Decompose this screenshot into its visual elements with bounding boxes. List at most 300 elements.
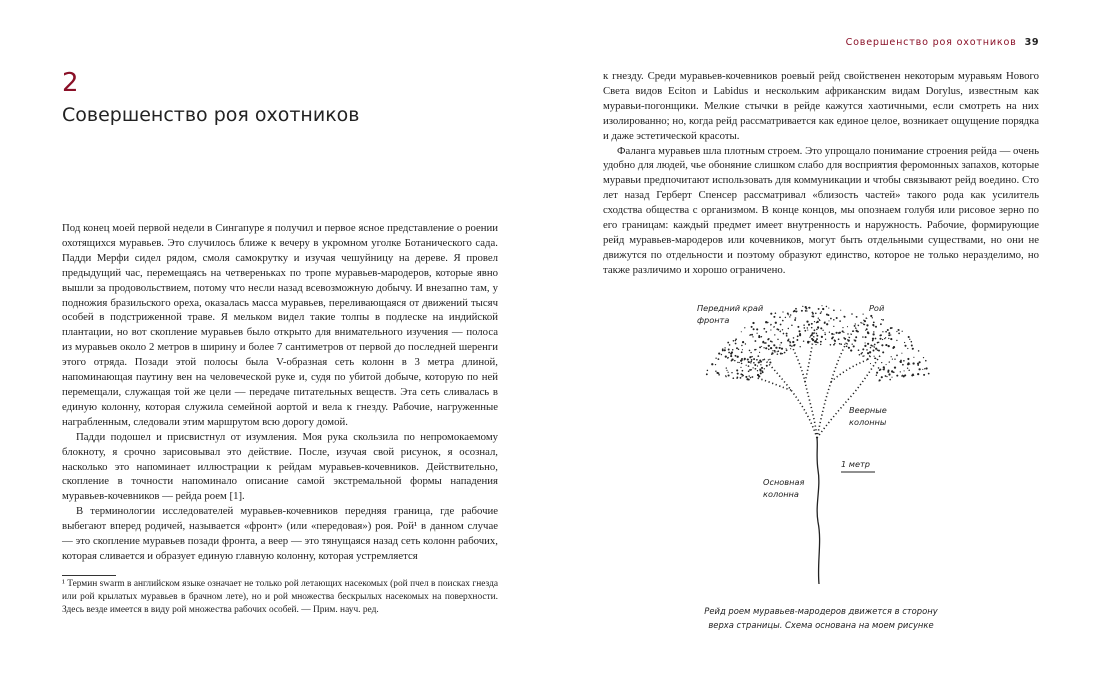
swarm-dot <box>904 342 905 343</box>
swarm-dot <box>750 362 751 363</box>
swarm-dot <box>777 353 779 355</box>
swarm-dot <box>761 346 762 347</box>
swarm-dot <box>789 341 791 343</box>
swarm-dot <box>736 377 737 378</box>
raid-diagram <box>691 292 951 592</box>
swarm-dot <box>779 316 781 318</box>
figure-caption <box>603 604 1039 632</box>
swarm-dot <box>718 374 720 376</box>
swarm-dot <box>864 320 866 322</box>
swarm-dot <box>866 349 868 351</box>
swarm-dot <box>863 314 864 315</box>
swarm-dot <box>908 362 910 364</box>
swarm-dot <box>918 368 920 370</box>
swarm-dot <box>805 308 807 310</box>
swarm-dot <box>730 353 732 355</box>
swarm-dot <box>854 340 856 342</box>
fan-column-line <box>757 378 791 390</box>
swarm-dot <box>777 351 778 352</box>
swarm-dot <box>808 324 810 326</box>
swarm-dot <box>818 308 820 310</box>
swarm-dot <box>739 362 740 363</box>
swarm-dot <box>833 309 835 311</box>
swarm-dot <box>855 323 856 324</box>
swarm-dot <box>785 317 786 318</box>
swarm-dot <box>773 344 775 346</box>
swarm-dot <box>742 341 744 343</box>
swarm-dot <box>820 341 822 343</box>
swarm-dot <box>768 345 770 347</box>
swarm-dot <box>831 333 833 335</box>
swarm-dot <box>907 348 908 349</box>
swarm-dot <box>763 328 765 330</box>
swarm-dot <box>731 360 733 362</box>
swarm-dot <box>759 359 761 361</box>
swarm-dot <box>731 372 732 373</box>
running-head <box>846 37 1039 48</box>
swarm-dot <box>795 308 797 310</box>
swarm-dot <box>772 350 773 351</box>
swarm-dot <box>814 341 816 343</box>
swarm-dot <box>913 357 914 358</box>
swarm-dot <box>881 376 883 378</box>
swarm-dot <box>847 343 848 344</box>
swarm-dot <box>866 328 868 330</box>
swarm-dot <box>726 367 727 368</box>
swarm-dot <box>900 361 902 363</box>
swarm-dot <box>843 316 844 317</box>
swarm-dot <box>879 338 881 340</box>
swarm-dot <box>873 350 875 352</box>
swarm-dot <box>865 342 866 343</box>
swarm-dot <box>882 339 883 340</box>
swarm-dot <box>890 327 892 329</box>
swarm-dot <box>830 344 832 346</box>
swarm-dot <box>820 312 822 314</box>
swarm-dot <box>755 349 756 350</box>
swarm-dot <box>826 306 827 307</box>
swarm-dot <box>794 344 796 346</box>
main-column-line <box>817 438 820 584</box>
swarm-dot <box>711 363 713 365</box>
swarm-dot <box>756 328 758 330</box>
swarm-dot <box>833 319 835 321</box>
swarm-dot <box>802 306 803 307</box>
swarm-dot <box>741 331 742 332</box>
footnote: ¹ Термин swarm в английском языке означает не только рой летающих насекомых (рой пчел в поисках гнезда или рой крылатых муравьев в брачном лете), но и рой множества бескрылых насекомых на поверхности. Здесь везде имеется в виду рой множества рабочих особей. — Прим. науч. ред. <box>62 579 498 615</box>
swarm-dot <box>911 345 913 347</box>
swarm-dot <box>926 367 928 369</box>
swarm-dot <box>758 361 760 363</box>
swarm-dot <box>779 344 780 345</box>
swarm-dot <box>787 313 789 315</box>
swarm-dot <box>758 336 760 338</box>
swarm-dot <box>752 336 753 337</box>
swarm-dot <box>864 324 866 326</box>
swarm-dot <box>789 344 791 346</box>
swarm-dot <box>774 350 776 352</box>
swarm-dot <box>814 321 815 322</box>
swarm-dot <box>788 328 789 329</box>
swarm-dot <box>867 358 869 360</box>
swarm-dot <box>807 341 809 343</box>
swarm-dot <box>834 339 836 341</box>
swarm-dot <box>810 335 811 336</box>
swarm-dot <box>833 326 834 327</box>
swarm-dot <box>874 356 875 357</box>
swarm-dot <box>887 329 889 331</box>
swarm-dot <box>759 368 761 370</box>
swarm-dot <box>829 332 830 333</box>
swarm-dot <box>888 334 890 336</box>
swarm-dot <box>917 363 919 365</box>
swarm-dot <box>896 355 898 357</box>
swarm-dot <box>765 342 767 344</box>
swarm-dot <box>874 344 876 346</box>
swarm-dot <box>820 344 822 346</box>
swarm-dot <box>825 339 826 340</box>
swarm-dot <box>878 350 880 352</box>
swarm-dot <box>735 355 737 357</box>
swarm-dot <box>763 347 764 348</box>
swarm-dot <box>748 365 750 367</box>
swarm-dot <box>760 364 761 365</box>
swarm-dot <box>737 356 739 358</box>
swarm-dot <box>867 343 869 345</box>
swarm-dot <box>862 348 864 350</box>
paragraph: Под конец моей первой недели в Сингапуре я получил и первое ясное представление о роении охотящихся муравьев. Это случилось ближе к вечеру в укромном уголке Ботанического сада. Падди Мерфи сидел рядом, смоля самокрутку и изучая чешуйницу на дереве. Я провел предыдущий час, перемещаясь на четвереньках по тропе муравьев-мародеров, которые явно вышли за продовольствием, потому что несли назад всевозможную добычу. И внезапно там, у подножия бразильского ореха, оказалась масса муравьев, переливающаяся от движений тысяч особей в подстриженной траве. Я мельком видел такие толпы в подлеске на индийской плантации, но вот скопление муравьев было открыто для внимательного изучения — полоса из муравьев около 2 метров в ширину и более 7 сантиметров от первой до последней шеренги этого отряда. Позади этой полосы была V-образная сеть колонн в 3 метра длиной, напоминающая паутину вен на человеческой руке и, судя по убитой добыче, которую по ней перемещали, служащая той же цели — передаче питательных веществ. Эта сеть сливалась в единую колонну, которая служила семейной аортой и вела к гнезду. Рабочие, нагруженные награбленным, следовали этим маршрутом всю дорогу домой. <box>62 222 498 428</box>
swarm-dot <box>716 372 718 374</box>
swarm-dot <box>901 353 902 354</box>
fan-column-line <box>831 360 867 382</box>
swarm-dot <box>806 310 807 311</box>
swarm-dot <box>856 330 858 332</box>
fan-column-line <box>787 336 817 438</box>
swarm-dot <box>754 364 756 366</box>
swarm-dot <box>736 347 738 349</box>
swarm-dot <box>744 327 745 328</box>
swarm-dot <box>737 373 739 375</box>
swarm-dot <box>907 358 909 360</box>
swarm-dot <box>908 370 910 372</box>
swarm-dot <box>762 359 764 361</box>
swarm-dot <box>751 326 753 328</box>
swarm-dot <box>780 353 782 355</box>
swarm-dot <box>890 338 892 340</box>
swarm-dot <box>798 330 800 332</box>
swarm-dot <box>867 331 869 333</box>
swarm-dot <box>838 338 840 340</box>
swarm-dot <box>854 325 856 327</box>
chapter-title: Совершенство роя охотников <box>62 104 360 126</box>
swarm-dot <box>892 359 893 360</box>
swarm-dot <box>821 311 822 312</box>
swarm-dot <box>795 317 797 319</box>
swarm-dot <box>856 316 858 318</box>
swarm-dot <box>894 359 895 360</box>
swarm-dot <box>887 371 889 373</box>
swarm-dot <box>745 343 746 344</box>
swarm-dot <box>874 346 876 348</box>
swarm-dot <box>885 344 887 346</box>
swarm-dot <box>727 372 728 373</box>
swarm-dot <box>847 333 848 334</box>
swarm-dot <box>879 379 881 381</box>
swarm-dot <box>753 328 755 330</box>
swarm-dot <box>917 373 919 375</box>
swarm-dot <box>870 363 871 364</box>
paragraph: к гнезду. Среди муравьев-кочевников роевый рейд свойственен некоторым муравьям Нового Света видов Eciton и Labidus и нескольким африканским видам Dorylus, известным как муравьи-погонщики. Мелкие стычки в рейде кажутся хаотичными, если смотреть на них изолированно; но, когда рейд рассматривается как единое целое, возникает ощущение порядка и даже эстетической красоты. <box>603 70 1039 142</box>
swarm-dot <box>814 329 816 331</box>
swarm-dot <box>812 315 814 317</box>
swarm-dot <box>757 370 758 371</box>
swarm-dot <box>770 347 772 349</box>
swarm-dot <box>768 349 770 351</box>
swarm-dot <box>888 345 890 347</box>
swarm-dot <box>780 324 782 326</box>
swarm-dot <box>808 307 810 309</box>
swarm-dot <box>826 314 828 316</box>
swarm-dot <box>821 336 823 338</box>
swarm-dot <box>852 330 854 332</box>
swarm-dot <box>902 331 903 332</box>
swarm-dot <box>730 355 732 357</box>
swarm-dot <box>735 340 736 341</box>
swarm-dot <box>853 345 855 347</box>
swarm-dot <box>771 352 773 354</box>
swarm-dot <box>898 329 900 331</box>
swarm-dot <box>780 342 782 344</box>
swarm-dot <box>923 357 924 358</box>
swarm-dot <box>904 374 906 376</box>
fan-column-line <box>805 330 815 382</box>
swarm-dot <box>794 310 796 312</box>
swarm-dot <box>790 314 792 316</box>
swarm-dot <box>786 348 787 349</box>
swarm-dot <box>846 345 848 347</box>
swarm-dot <box>725 375 726 376</box>
swarm-dot <box>830 318 832 320</box>
swarm-dot <box>751 334 753 336</box>
swarm-dot <box>728 352 730 354</box>
swarm-dot <box>715 364 716 365</box>
swarm-dot <box>797 326 799 328</box>
label-front: Передний край фронта <box>697 303 764 325</box>
swarm-dot <box>765 321 767 323</box>
swarm-dot <box>881 319 882 320</box>
swarm-dot <box>749 369 751 371</box>
swarm-dot <box>809 341 810 342</box>
swarm-dot <box>826 323 828 325</box>
swarm-dot <box>873 331 874 332</box>
swarm-dot <box>786 333 788 335</box>
swarm-dot <box>753 358 755 360</box>
chapter-number: 2 <box>62 68 79 98</box>
swarm-dot <box>726 370 727 371</box>
swarm-dot <box>858 349 860 351</box>
swarm-dot <box>775 312 777 314</box>
swarm-dot <box>789 316 790 317</box>
swarm-dot <box>807 330 808 331</box>
swarm-dot <box>732 377 734 379</box>
swarm-dot <box>748 361 750 363</box>
swarm-dot <box>850 349 852 351</box>
swarm-dot <box>757 355 759 357</box>
swarm-dot <box>831 337 833 339</box>
swarm-dot <box>773 316 775 318</box>
swarm-dot <box>779 347 781 349</box>
swarm-dot <box>869 356 871 358</box>
swarm-dot <box>736 369 738 371</box>
swarm-dot <box>919 361 921 363</box>
swarm-dot <box>866 324 868 326</box>
label-main-column: Основная колонна <box>763 477 805 499</box>
swarm-dot <box>925 360 927 362</box>
swarm-dot <box>909 339 910 340</box>
swarm-dot <box>848 347 850 349</box>
swarm-dot <box>794 319 796 321</box>
swarm-dot <box>793 337 795 339</box>
swarm-dot <box>839 332 841 334</box>
swarm-dot <box>735 343 737 345</box>
swarm-dot <box>759 352 760 353</box>
swarm-dot <box>924 368 925 369</box>
label-scale: 1 метр <box>841 459 870 469</box>
swarm-dot <box>807 327 808 328</box>
swarm-dot <box>762 341 764 343</box>
swarm-dot <box>840 343 842 345</box>
swarm-dot <box>820 327 822 329</box>
swarm-dot <box>792 341 794 343</box>
swarm-dot <box>727 357 728 358</box>
swarm-dot <box>742 370 744 372</box>
swarm-dot <box>770 313 772 315</box>
swarm-dot <box>744 359 745 360</box>
swarm-dot <box>765 348 767 350</box>
swarm-dot <box>877 342 879 344</box>
swarm-dot <box>839 343 841 345</box>
swarm-dot <box>828 320 829 321</box>
swarm-dot <box>840 310 841 311</box>
swarm-dot <box>843 332 844 333</box>
swarm-dot <box>870 344 872 346</box>
swarm-dot <box>864 345 866 347</box>
swarm-dot <box>903 360 905 362</box>
swarm-dot <box>828 308 829 309</box>
swarm-dot <box>732 349 734 351</box>
swarm-dot <box>760 372 762 374</box>
swarm-dot <box>737 362 738 363</box>
swarm-dot <box>806 320 808 322</box>
swarm-dot <box>875 338 877 340</box>
swarm-dot <box>904 345 906 347</box>
swarm-dot <box>872 340 874 342</box>
swarm-dot <box>740 367 741 368</box>
swarm-dot <box>911 341 913 343</box>
swarm-dot <box>750 352 751 353</box>
swarm-dot <box>842 330 844 332</box>
paragraph: Падди подошел и присвистнул от изумления. Моя рука скользила по непромокаемому блокноту, я срочно зарисовывал это действие. После, изучая свой рисунок, я осознал, насколько это напоминает иллюстрации к рейдам муравьев-кочевников. Действительно, скопление в точности напоминало описание самой экстремальной формы нападения муравьев-кочевников — рейда роем [1]. <box>62 430 498 503</box>
swarm-dot <box>883 369 885 371</box>
label-fan-columns: Веерные колонны <box>849 405 887 427</box>
swarm-dot <box>885 375 887 377</box>
swarm-dot <box>872 317 873 318</box>
swarm-dot <box>786 349 788 351</box>
swarm-dot <box>812 313 814 315</box>
swarm-dot <box>896 375 898 377</box>
swarm-dot <box>844 338 846 340</box>
swarm-dot <box>715 370 716 371</box>
swarm-dot <box>799 333 801 335</box>
swarm-dot <box>728 349 730 351</box>
swarm-dot <box>747 358 749 360</box>
swarm-dot <box>752 367 753 368</box>
swarm-dot <box>774 334 775 335</box>
swarm-dot <box>872 324 874 326</box>
swarm-dot <box>904 370 905 371</box>
swarm-dot <box>761 367 763 369</box>
swarm-dot <box>755 368 757 370</box>
swarm-dot <box>757 365 758 366</box>
swarm-dot <box>811 327 813 329</box>
swarm-dot <box>922 369 923 370</box>
swarm-dot <box>822 308 824 310</box>
swarm-dot <box>878 367 880 369</box>
swarm-dot <box>782 311 783 312</box>
swarm-dot <box>756 333 757 334</box>
swarm-dot <box>891 370 893 372</box>
swarm-dot <box>796 339 798 341</box>
swarm-dot <box>724 347 725 348</box>
swarm-dot <box>889 379 891 381</box>
swarm-dot <box>770 340 772 342</box>
swarm-dot <box>872 338 874 340</box>
swarm-dot <box>740 360 742 362</box>
swarm-dot <box>862 336 864 338</box>
swarm-dot <box>804 330 806 332</box>
swarm-dot <box>751 376 753 378</box>
swarm-dot <box>715 358 716 359</box>
swarm-dot <box>797 335 799 337</box>
swarm-dot <box>746 378 748 380</box>
swarm-dot <box>801 310 803 312</box>
swarm-dot <box>824 321 825 322</box>
swarm-dot <box>761 361 763 363</box>
swarm-dot <box>741 363 743 365</box>
swarm-dot <box>749 350 751 352</box>
caption-line: Рейд роем муравьев-мародеров движется в сторону <box>704 606 938 616</box>
swarm-dot <box>898 333 900 335</box>
swarm-dot <box>728 374 730 376</box>
swarm-dot <box>902 375 903 376</box>
swarm-dot <box>770 329 771 330</box>
swarm-dot <box>875 358 876 359</box>
swarm-dot <box>815 344 816 345</box>
right-body-text <box>603 69 1039 278</box>
swarm-dot <box>740 377 742 379</box>
swarm-dot <box>759 346 761 348</box>
swarm-dot <box>734 360 736 362</box>
swarm-dot <box>844 344 845 345</box>
fan-column-line <box>767 322 787 336</box>
left-body-text <box>62 221 498 564</box>
swarm-dot <box>735 338 737 340</box>
swarm-dot <box>817 321 819 323</box>
swarm-dot <box>782 320 784 322</box>
swarm-dot <box>816 338 818 340</box>
swarm-dot <box>902 364 904 366</box>
page-number: 39 <box>1024 37 1039 48</box>
